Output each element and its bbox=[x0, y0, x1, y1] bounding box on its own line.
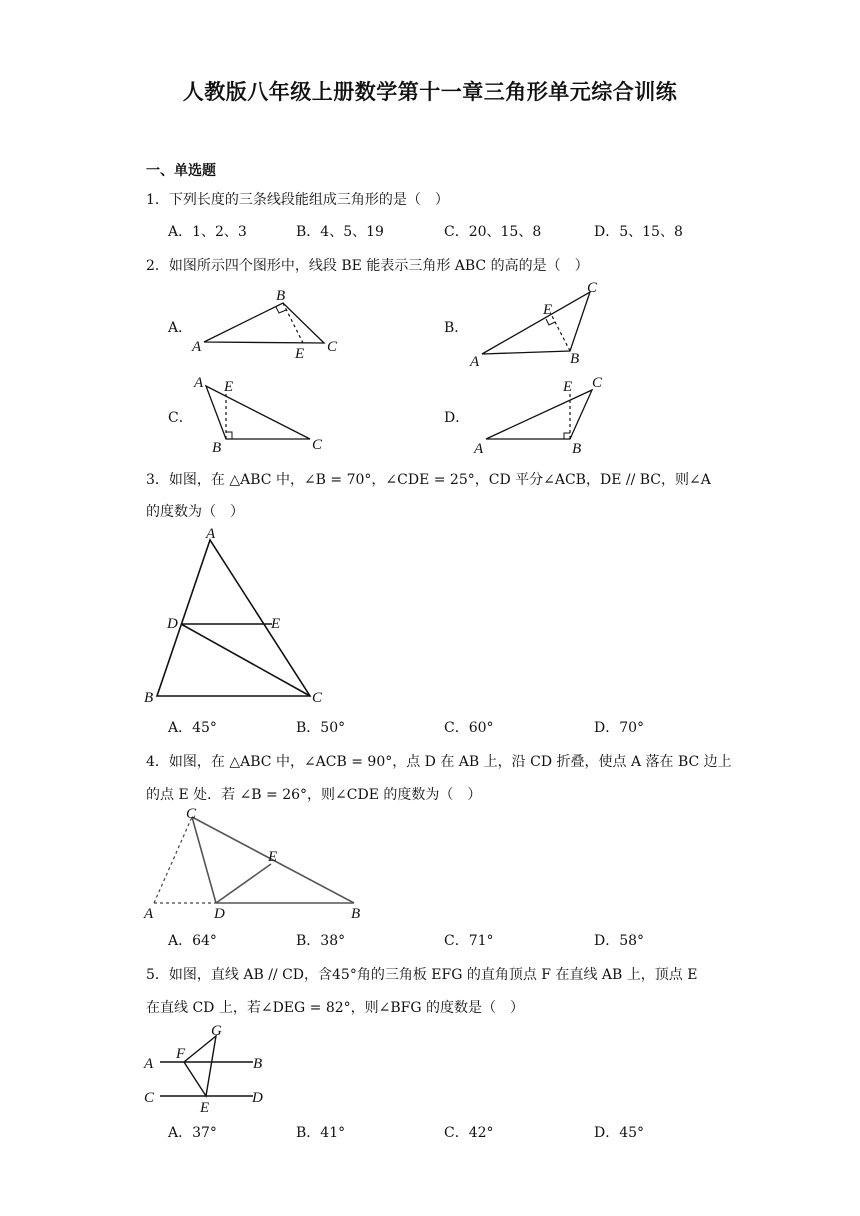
point-label: C bbox=[186, 806, 197, 822]
q2-option-a-label[interactable]: A． bbox=[168, 320, 193, 336]
q1-option-b[interactable]: B．4、5、19 bbox=[296, 224, 384, 240]
q3-option-c[interactable]: C．60° bbox=[444, 720, 494, 736]
point-label: B bbox=[144, 690, 154, 706]
point-label: B bbox=[276, 288, 286, 304]
q5-option-d[interactable]: D．45° bbox=[594, 1125, 645, 1141]
q2-figure-d bbox=[466, 372, 616, 457]
point-label: D bbox=[214, 906, 225, 922]
point-label: E bbox=[295, 346, 305, 360]
point-label: B bbox=[351, 906, 361, 922]
q1-option-a[interactable]: A．1、2、3 bbox=[168, 224, 247, 240]
q5-figure bbox=[140, 1020, 280, 1116]
point-label: E bbox=[563, 379, 573, 395]
q4-option-a[interactable]: A．64° bbox=[168, 933, 217, 949]
point-label: C bbox=[312, 690, 323, 706]
q5-stem-line2: 在直线 CD 上，若∠DEG = 82°，则∠BFG 的度数是（ ） bbox=[146, 1000, 525, 1016]
q3-option-a[interactable]: A．45° bbox=[168, 720, 217, 736]
point-label: B bbox=[212, 440, 222, 456]
point-label: A bbox=[474, 441, 484, 457]
q2-figure-a bbox=[190, 285, 350, 360]
point-label: B bbox=[253, 1056, 263, 1072]
point-label: D bbox=[252, 1090, 263, 1106]
q4-option-d[interactable]: D．58° bbox=[594, 933, 645, 949]
q3-option-b[interactable]: B．50° bbox=[296, 720, 346, 736]
point-label: F bbox=[176, 1046, 186, 1062]
point-label: C bbox=[587, 280, 598, 296]
q5-stem-line1: 5．如图，直线 AB // CD，含45°角的三角板 EFG 的直角顶点 F 在直线 AB 上，顶点 E bbox=[146, 967, 698, 983]
q5-option-c[interactable]: C．42° bbox=[444, 1125, 494, 1141]
q4-stem-line2: 的点 E 处．若 ∠B = 26°，则∠CDE 的度数为（ ） bbox=[146, 787, 482, 803]
q2-figure-b bbox=[466, 278, 616, 370]
document-title: 人教版八年级上册数学第十一章三角形单元综合训练 bbox=[182, 79, 678, 104]
q4-option-c[interactable]: C．71° bbox=[444, 933, 494, 949]
q3-figure bbox=[140, 524, 340, 709]
q1-stem: 1．下列长度的三条线段能组成三角形的是（ ） bbox=[146, 192, 449, 208]
point-label: A bbox=[470, 354, 480, 370]
q3-stem-line1: 3．如图，在 △ABC 中，∠B = 70°，∠CDE = 25°，CD 平分∠ACB，DE // BC，则∠A bbox=[146, 472, 711, 488]
q3-stem-line2: 的度数为（ ） bbox=[146, 504, 244, 520]
point-label: C bbox=[592, 375, 603, 391]
q1-option-c[interactable]: C．20、15、8 bbox=[444, 224, 542, 240]
point-label: E bbox=[200, 1100, 210, 1116]
point-label: A bbox=[194, 375, 204, 391]
q4-stem-line1: 4．如图，在 △ABC 中，∠ACB = 90°，点 D 在 AB 上，沿 CD 折叠，使点 A 落在 BC 边上 bbox=[146, 754, 732, 770]
q2-option-b-label[interactable]: B． bbox=[444, 320, 469, 336]
q4-option-b[interactable]: B．38° bbox=[296, 933, 346, 949]
point-label: D bbox=[167, 616, 178, 632]
q2-figure-c bbox=[190, 372, 340, 457]
point-label: C bbox=[312, 437, 323, 453]
point-label: A bbox=[144, 906, 154, 922]
point-label: E bbox=[268, 849, 278, 865]
point-label: B bbox=[570, 351, 580, 367]
point-label: E bbox=[543, 302, 553, 318]
q4-figure bbox=[140, 806, 370, 924]
q5-option-b[interactable]: B．41° bbox=[296, 1125, 346, 1141]
q2-stem: 2．如图所示四个图形中，线段 BE 能表示三角形 ABC 的高的是（ ） bbox=[146, 258, 589, 274]
q2-option-d-label[interactable]: D． bbox=[444, 410, 470, 426]
q2-option-c-label[interactable]: C． bbox=[168, 410, 193, 426]
point-label: A bbox=[144, 1056, 154, 1072]
q1-option-d[interactable]: D．5、15、8 bbox=[594, 224, 683, 240]
point-label: C bbox=[144, 1090, 155, 1106]
q5-option-a[interactable]: A．37° bbox=[168, 1125, 217, 1141]
point-label: B bbox=[572, 441, 582, 457]
point-label: C bbox=[327, 339, 338, 355]
section-heading: 一、单选题 bbox=[146, 163, 216, 179]
point-label: E bbox=[224, 379, 234, 395]
point-label: A bbox=[206, 526, 216, 542]
q3-option-d[interactable]: D．70° bbox=[594, 720, 645, 736]
point-label: G bbox=[211, 1023, 222, 1039]
point-label: E bbox=[271, 616, 281, 632]
point-label: A bbox=[192, 339, 202, 355]
